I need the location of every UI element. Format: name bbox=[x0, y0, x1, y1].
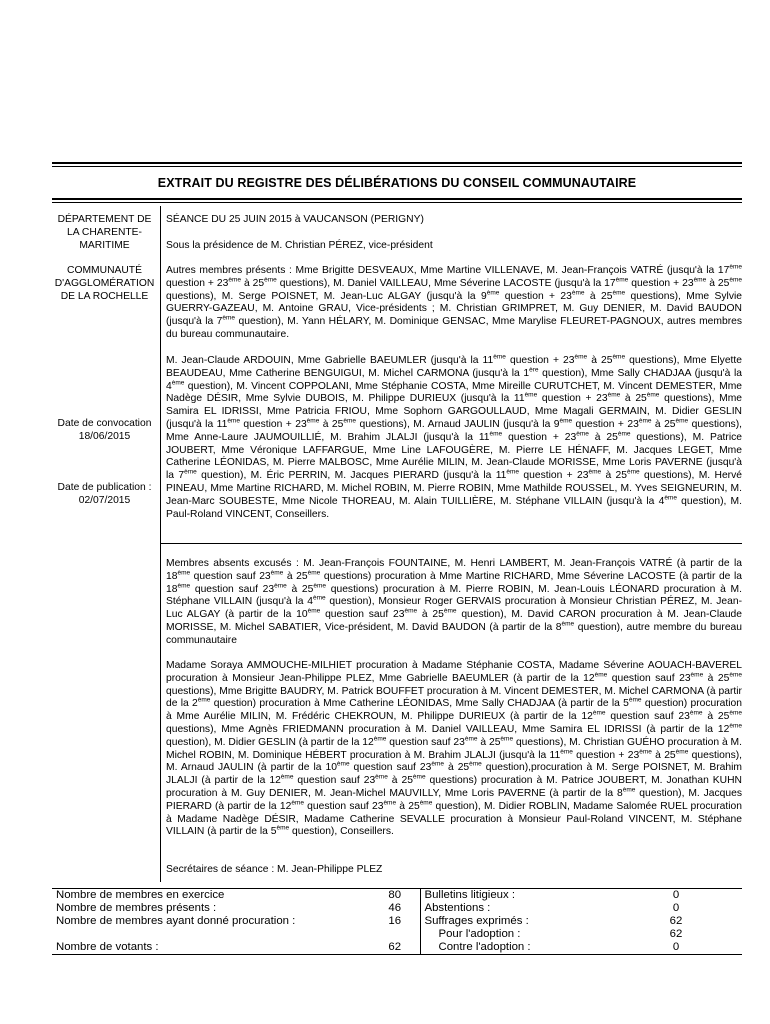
row-value: 0 bbox=[610, 889, 742, 903]
seance-date: SÉANCE DU 25 JUIN 2015 à VAUCANSON (PERIGNY) bbox=[166, 214, 424, 225]
membres-absents-paragraph: Membres absents excusés : M. Jean-François FOUNTAINE, M. Henri LAMBERT, M. Jean-François VATRÉ (à partir de la 18ème question sauf 23ème à 25ème questions) procuration à Mme Martine RICHARD, Mme Séverine LACOSTE (à partir de la 18ème question sauf 23ème à 25ème questions) procuration à M. Pierre ROBIN, M. Jean-Louis LÉONARD procuration à M. Stéphane VILLAIN (jusqu'à la 4ème question), Monsieur Roger GERVAIS procuration à Monsieur Christian PÉREZ, M. Jean-Luc ALGAY (à partir de la 10ème question sauf 23ème à 25ème question), M. David CARON procuration à M. Jean-Claude MORISSE, M. Michel SABATIER, Vice-président, M. David BAUDON (à partir de la 8ème question), autre membre du bureau communautaire bbox=[166, 558, 743, 646]
vote-summary-table bbox=[52, 888, 742, 955]
document-title: EXTRAIT DU REGISTRE DES DÉLIBÉRATIONS DU CONSEIL COMMUNAUTAIRE bbox=[157, 176, 637, 190]
row-value: 46 bbox=[370, 902, 420, 915]
top-rule-thick bbox=[52, 162, 742, 164]
row-label: Nombre de membres ayant donné procuration : bbox=[56, 915, 296, 927]
row-label: Pour l'adoption : bbox=[420, 928, 610, 941]
table-row bbox=[52, 915, 742, 928]
table-row bbox=[52, 889, 742, 903]
row-value bbox=[370, 928, 420, 941]
top-rule-thin bbox=[52, 166, 742, 167]
membres-presents-paragraph: M. Jean-Claude ARDOUIN, Mme Gabrielle BAEUMLER (jusqu'à la 11ème question + 23ème à 25ème questions), Mme Elyette BEAUDEAU, Mme Catherine BENGUIGUI, M. Michel CARMONA (jusqu'à la 1ère question), Mme Sally CHADJAA (jusqu'à la 4ème question), M. Vincent COPPOLANI, Mme Stéphanie COSTA, Mme Mireille CURUTCHET, M. Vincent DEMESTER, Mme Nadège DÉSIR, Mme Sylvie DUBOIS, M. Philippe DURIEUX (jusqu'à la 11ème question + 23ème à 25ème questions), Mme Samira EL IDRISSI, Mme Patricia FRIOU, Mme Sophorn GARGOULLAUD, Mme Magali GERMAIN, M. Didier GESLIN (jusqu'à la 11ème question + 23ème à 25ème questions), M. Arnaud JAULIN (jusqu'à la 9ème question + 23ème à 25ème questions), Mme Anne-Laure JAUMOUILLIÉ, M. Brahim JLALJI (jusqu'à la 11ème question + 23ème à 25ème questions), M. Patrice JOUBERT, Mme Véronique LAFFARGUE, Mme Line LAFOUGÈRE, M. Pierre LE HÉNAFF, M. Jacques LEGET, Mme Catherine LÉONIDAS, M. Pierre MALBOSC, Mme Aurélie MILIN, M. Jean-Claude MORISSE, Mme Loris PAVERNE (jusqu'à la 7ème question), M. Éric PERRIN, M. Jacques PIERARD (jusqu'à la 11ème question + 23ème à 25ème questions), M. Hervé PINEAU, Mme Martine RICHARD, M. Michel ROBIN, M. Pierre ROBIN, Mme Mathilde ROUSSEL, M. Yves SEIGNEURIN, M. Jean-Marc SOUBESTE, Mme Nicole THOREAU, M. Alain TUILLIÈRE, M. Stéphane VILLAIN (jusqu'à la 4ème question), M. Paul-Roland VINCENT, Conseillers. bbox=[166, 353, 743, 520]
section-divider bbox=[160, 543, 742, 544]
procurations-paragraph: Madame Soraya AMMOUCHE-MILHIET procuration à Madame Stéphanie COSTA, Madame Séverine AOUACH-BAVEREL procuration à Monsieur Jean-Philippe PLEZ, Mme Gabrielle BAEUMLER (à partir de la 12ème question sauf 23ème à 25ème questions), Mme Brigitte BAUDRY, M. Patrick BOUFFET procuration à M. Vincent DEMESTER, M. Michel CARMONA (à partir de la 2ème question) procuration à Mme Catherine LÉONIDAS, Mme Sally CHADJAA (à partir de la 5ème question) procuration à Mme Aurélie MILIN, M. Frédéric CHEKROUN, M. Philippe DURIEUX (à partir de la 12ème question sauf 23ème à 25ème questions), Mme Agnès FRIEDMANN procuration à M. Daniel VAILLEAU, Mme Samira EL IDRISSI (à partir de la 12ème question), M. Didier GESLIN (à partir de la 12ème question sauf 23ème à 25ème questions), M. Christian GUÉHO procuration à M. Michel ROBIN, M. Dominique HÉBERT procuration à M. Brahim JLALJI (jusqu'à la 11ème question + 23ème à 25ème questions), M. Arnaud JAULIN (à partir de la 10ème question sauf 23ème à 25ème question),procuration à M. Serge POISNET, M. Brahim JLALJI (à partir de la 12ème question sauf 23ème à 25ème questions) procuration à M. Patrice JOUBERT, M. Jonathan KUHN procuration à M. Guy DENIER, M. Jean-Michel MAUVILLY, Mme Loris PAVERNE (à partir de la 8ème question), M. Jacques PIERARD (à partir de la 12ème question sauf 23ème à 25ème question), M. Didier ROBLIN, Madame Salomée RUEL procuration à Madame Nadège DÉSIR, Madame Catherine SEVALLE procuration à Monsieur Paul-Roland VINCENT, M. Stéphane VILLAIN (à partir de la 5ème question), Conseillers. bbox=[166, 660, 743, 838]
publication-date: Date de publication : 02/07/2015 bbox=[57, 482, 152, 506]
row-label: Suffrages exprimés : bbox=[420, 915, 610, 928]
department-label: DÉPARTEMENT DE LA CHARENTE-MARITIME bbox=[57, 214, 152, 251]
secretaires-line: Secrétaires de séance : M. Jean-Philippe PLEZ bbox=[166, 864, 383, 875]
row-value: 62 bbox=[669, 915, 683, 927]
row-label: Nombre de votants : bbox=[52, 941, 370, 955]
convocation-date: Date de convocation 18/06/2015 bbox=[57, 418, 152, 442]
table-row bbox=[52, 941, 742, 955]
row-value: 0 bbox=[672, 902, 680, 914]
row-label: Bulletins litigieux : bbox=[420, 889, 610, 903]
column-divider bbox=[160, 206, 161, 882]
row-label: Contre l'adoption : bbox=[420, 941, 610, 955]
row-value: 62 bbox=[370, 941, 420, 955]
community-label: COMMUNAUTÉ D'AGGLOMÉRATION DE LA ROCHELLE bbox=[54, 265, 155, 302]
title-rule-thick bbox=[52, 198, 742, 200]
row-label: Nombre de membres en exercice bbox=[52, 889, 370, 903]
row-label bbox=[52, 928, 370, 941]
table-row bbox=[52, 928, 742, 941]
row-label: Nombre de membres présents : bbox=[56, 902, 217, 914]
autres-membres-paragraph: Autres membres présents : Mme Brigitte DESVEAUX, Mme Martine VILLENAVE, M. Jean-François VATRÉ (jusqu'à la 17ème question + 23ème à 25ème questions), M. Daniel VAILLEAU, Mme Séverine LACOSTE (jusqu'à la 17ème question + 23ème à 25ème questions), M. Serge POISNET, M. Jean-Luc ALGAY (jusqu'à la 9ème question + 23ème à 25ème questions), Mme Sylvie GUERRY-GAZEAU, M. Antoine GRAU, Vice-présidents ; M. Christian GRIMPRET, M. Guy DENIER, M. David BAUDON (jusqu'à la 7ème question), M. Yann HÉLARY, M. Dominique GENSAC, Mme Marylise FLEURET-PAGNOUX, autres membres du bureau communautaire. bbox=[166, 263, 743, 340]
row-label: Abstentions : bbox=[420, 902, 610, 915]
title-rule-thin bbox=[52, 202, 742, 203]
row-value: 80 bbox=[370, 889, 420, 903]
row-value: 0 bbox=[610, 941, 742, 955]
row-value: 16 bbox=[370, 915, 420, 928]
table-row bbox=[52, 902, 742, 915]
row-value: 62 bbox=[669, 928, 683, 940]
presidence-line: Sous la présidence de M. Christian PÉREZ, vice-président bbox=[166, 240, 433, 251]
